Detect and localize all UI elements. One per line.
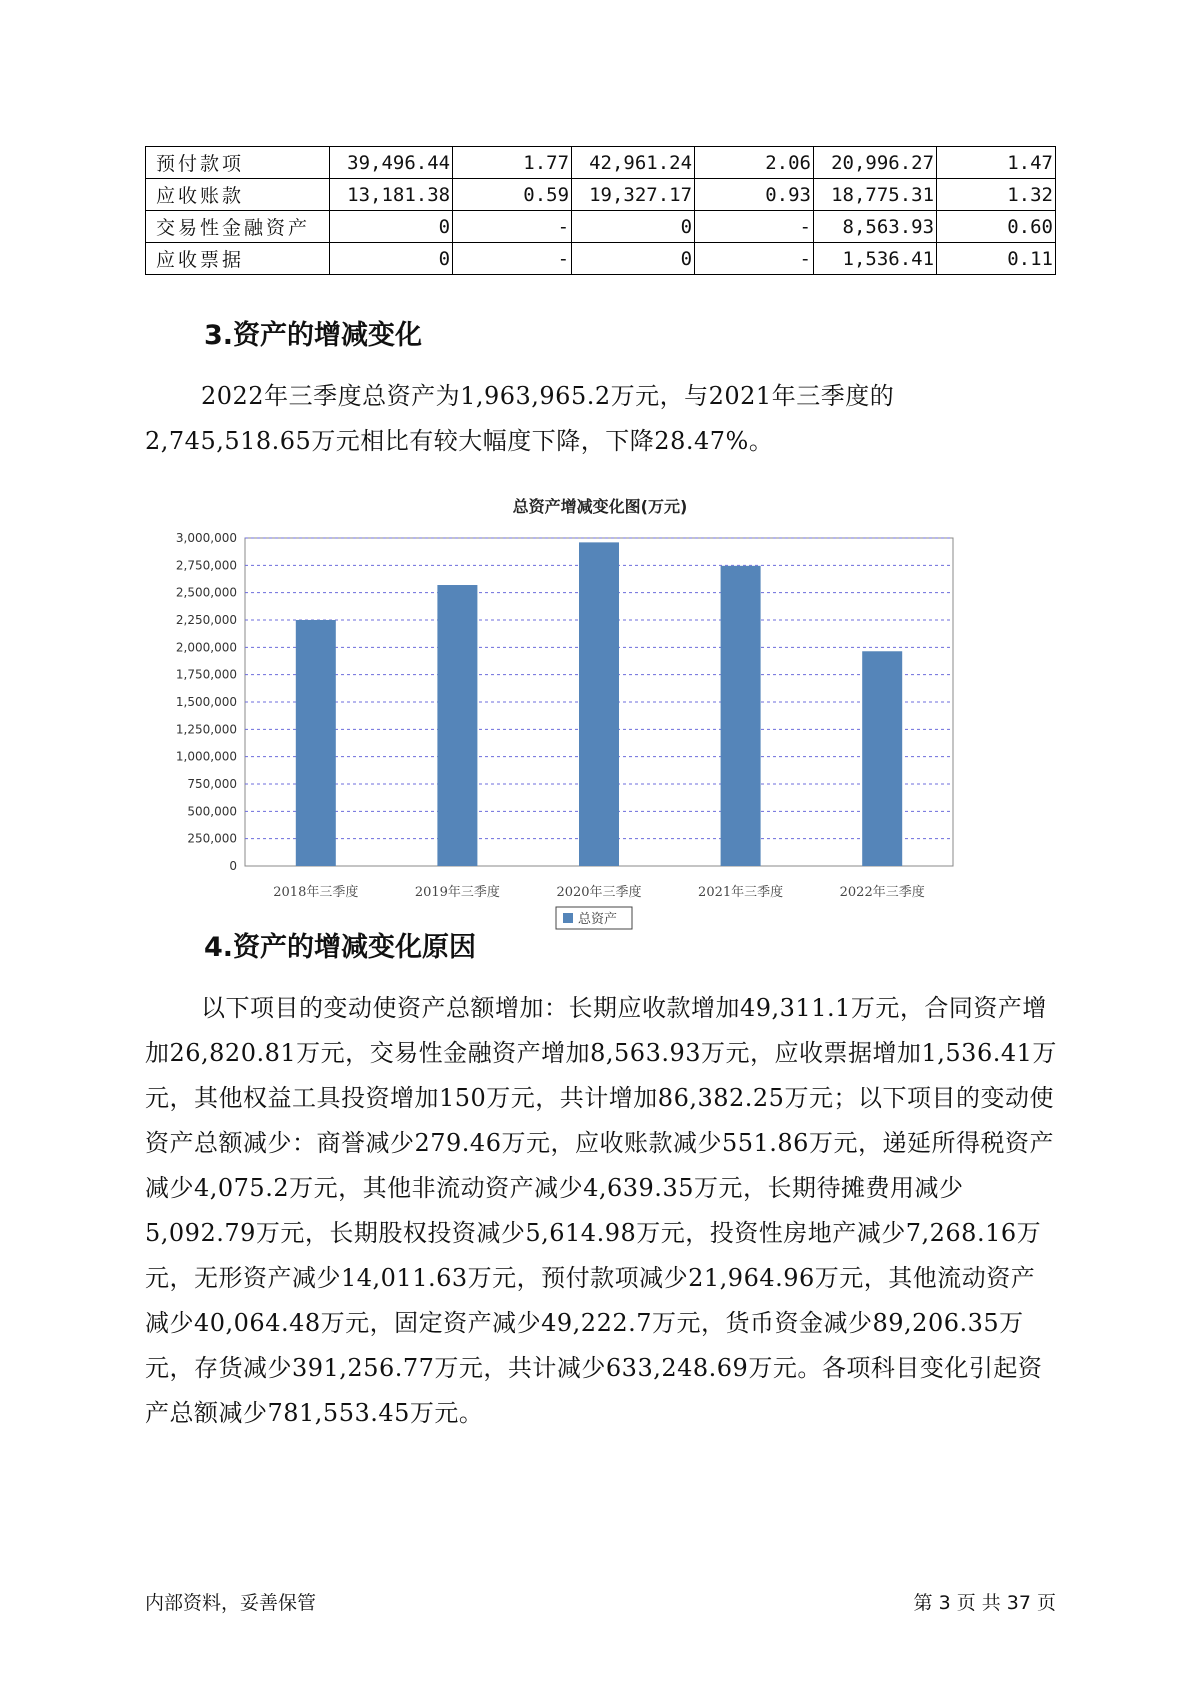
table-cell: 18,775.31 [813, 179, 936, 211]
section-3-paragraph: 2022年三季度总资产为1,963,965.2万元，与2021年三季度的2,745,518.65万元相比有较大幅度下降，下降28.47%。 [145, 382, 895, 455]
table-cell: - [453, 211, 572, 243]
table-row [146, 179, 1056, 211]
chart-bar [721, 566, 761, 866]
table-cell: 0 [572, 243, 695, 275]
y-tick-label: 2,500,000 [175, 585, 237, 600]
footer-page-number: 第 3 页 共 37 页 [913, 1592, 1056, 1614]
section-4-paragraph: 以下项目的变动使资产总额增加：长期应收款增加49,311.1万元，合同资产增加26,820.81万元，交易性金融资产增加8,563.93万元，应收票据增加1,536.41万元，其他权益工具投资增加150万元，共计增加86,382.25万元；以下项目的变动使资产总额减少：商誉减少279.46万元，应收账款减少551.86万元，递延所得税资产减少4,075.2万元，其他非流动资产减少4,639.35万元，长期待摊费用减少5,092.79万元，长期股权投资减少5,614.98万元，投资性房地产减少7,268.16万元，无形资产减少14,011.63万元，预付款项减少21,964.96万元，其他流动资产减少40,064.48万元，固定资产减少49,222.7万元，货币资金减少89,206.35万元，存货减少391,256.77万元，共计减少633,248.69万元。各项科目变化引起资产总额减少781,553.45万元。 [145, 994, 1057, 1427]
x-tick-label: 2019年三季度 [414, 885, 500, 900]
chart-title: 总资产增减变化图(万元) [512, 497, 688, 516]
chart-legend [556, 907, 632, 929]
chart-bar [579, 542, 619, 866]
y-tick-label: 2,000,000 [175, 640, 237, 655]
y-tick-label: 1,000,000 [175, 749, 237, 764]
table-cell: - [453, 243, 572, 275]
footer-confidential: 内部资料，妥善保管 [145, 1592, 317, 1614]
table-cell: 13,181.38 [330, 179, 453, 211]
table-cell: - [695, 211, 814, 243]
x-tick-label: 2021年三季度 [698, 885, 784, 900]
table-row [146, 243, 1056, 275]
chart-bar [862, 651, 902, 866]
y-tick-label: 250,000 [187, 831, 237, 846]
table-cell: 应收票据 [146, 243, 330, 275]
x-tick-label: 2020年三季度 [556, 885, 642, 900]
table-cell: 预付款项 [146, 147, 330, 179]
table-row [146, 147, 1056, 179]
y-tick-label: 0 [229, 859, 237, 873]
y-tick-label: 1,750,000 [175, 667, 237, 682]
section-4-heading: 4.资产的增减变化原因 [204, 932, 477, 963]
table-cell: 0.59 [453, 179, 572, 211]
y-tick-label: 3,000,000 [175, 531, 237, 545]
y-tick-label: 750,000 [187, 777, 237, 791]
table-cell: 39,496.44 [330, 147, 453, 179]
y-tick-label: 500,000 [187, 804, 237, 819]
y-tick-label: 2,750,000 [175, 558, 237, 573]
y-tick-label: 1,500,000 [175, 695, 237, 709]
table-cell: 0 [330, 211, 453, 243]
asset-table [145, 146, 1056, 275]
y-tick-label: 2,250,000 [175, 613, 237, 627]
table-cell: 2.06 [695, 147, 814, 179]
x-tick-label: 2018年三季度 [273, 885, 359, 900]
x-tick-label: 2022年三季度 [839, 885, 925, 900]
table-cell: 0.60 [937, 211, 1056, 243]
y-tick-label: 1,250,000 [175, 722, 237, 737]
table-cell: 1.32 [937, 179, 1056, 211]
legend-label: 总资产 [578, 912, 618, 927]
section-3-heading: 3.资产的增减变化 [204, 320, 423, 351]
table-cell: 1.47 [937, 147, 1056, 179]
table-cell: 0.93 [695, 179, 814, 211]
chart-canvas [160, 490, 1040, 950]
table-cell: - [695, 243, 814, 275]
table-cell: 应收账款 [146, 179, 330, 211]
table-cell: 1.77 [453, 147, 572, 179]
table-cell: 8,563.93 [813, 211, 936, 243]
table-cell: 20,996.27 [813, 147, 936, 179]
table-cell: 42,961.24 [572, 147, 695, 179]
table-cell: 1,536.41 [813, 243, 936, 275]
table-cell: 19,327.17 [572, 179, 695, 211]
total-assets-chart [160, 490, 1040, 950]
table-cell: 0 [572, 211, 695, 243]
chart-bar [296, 620, 336, 866]
table-row [146, 211, 1056, 243]
table-cell: 0 [330, 243, 453, 275]
legend-swatch [563, 913, 573, 923]
table-cell: 0.11 [937, 243, 1056, 275]
table-cell: 交易性金融资产 [146, 211, 330, 243]
chart-bar [437, 585, 477, 866]
